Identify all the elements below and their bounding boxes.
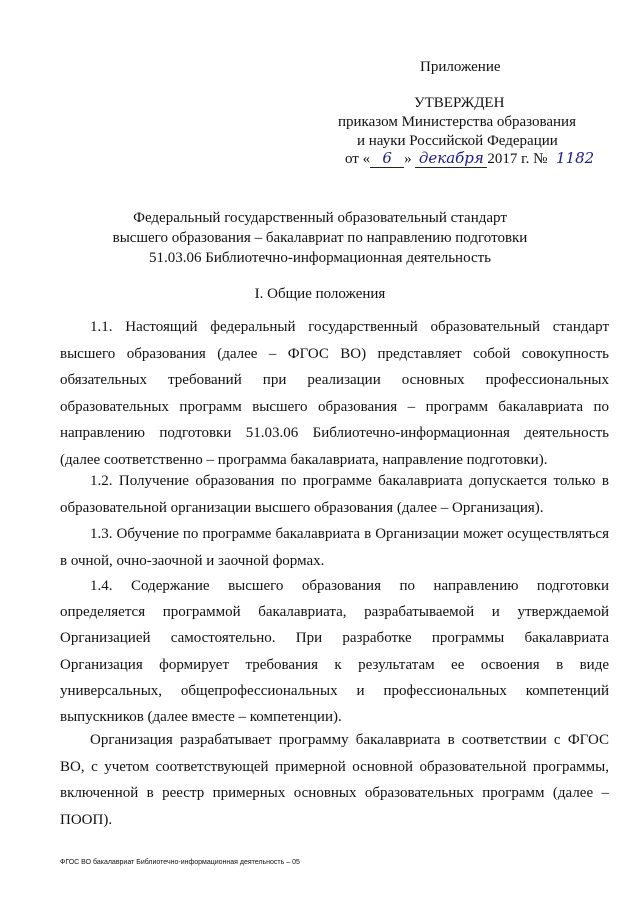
order-number-handwritten: 1182: [556, 149, 595, 167]
paragraph-1-2: 1.2. Получение образования по программе бакалавриата допускается только в образовательной организации высшего образования (далее – Организация).: [60, 473, 609, 516]
appendix-label: Приложение: [420, 59, 501, 75]
standard-title-line-1: Федеральный государственный образовательный стандарт: [133, 210, 507, 226]
order-date-line: [345, 149, 599, 168]
date-prefix: от «: [345, 151, 371, 167]
standard-title-line-2: высшего образования – бакалавриат по направлению подготовки: [112, 230, 528, 246]
date-day-handwritten: 6: [370, 149, 404, 168]
page-footer: ФГОС ВО бакалавриат Библиотечно-информационная деятельность – 05: [60, 859, 300, 866]
paragraph-1-3: 1.3. Обучение по программе бакалавриата в Организации может осуществляться в очной, очно-заочной и заочной формах.: [60, 526, 609, 569]
paragraph-organization: Организация разрабатывает программу бакалавриата в соответствии с ФГОС ВО, с учетом соответствующей примерной основной образовательной программы, включенной в реестр примерных основных образовательных программ (далее – ПООП).: [60, 732, 609, 828]
paragraph-1-1: 1.1. Настоящий федеральный государственный образовательный стандарт высшего образования (далее – ФГОС ВО) представляет собой совокупность обязательных требований при реализации основных профессиональных образовательных программ высшего образования – программ бакалавриата по направлению подготовки 51.03.06 Библиотечно-информационная деятельность (далее соответственно – программа бакалавриата, направление подготовки).: [60, 319, 609, 468]
order-line-2: и науки Российской Федерации: [357, 133, 558, 149]
date-month-handwritten: декабря: [415, 149, 487, 168]
date-year: 2017 г. №: [487, 151, 548, 167]
date-mid: »: [404, 151, 412, 167]
approved-label: УТВЕРЖДЕН: [414, 95, 505, 111]
order-line-1: приказом Министерства образования: [338, 114, 576, 130]
paragraph-1-4: 1.4. Содержание высшего образования по направлению подготовки определяется программой бакалавриата, разрабатываемой и утверждаемой Организацией самостоятельно. При разработке программы бакалавриата Организация формирует требования к результатам ее освоения в виде универсальных, общепрофессиональных и профессиональных компетенций выпускников (далее вместе – компетенции).: [60, 578, 609, 726]
section-heading: I. Общие положения: [254, 286, 386, 302]
standard-title-line-3: 51.03.06 Библиотечно-информационная деятельность: [148, 250, 492, 266]
